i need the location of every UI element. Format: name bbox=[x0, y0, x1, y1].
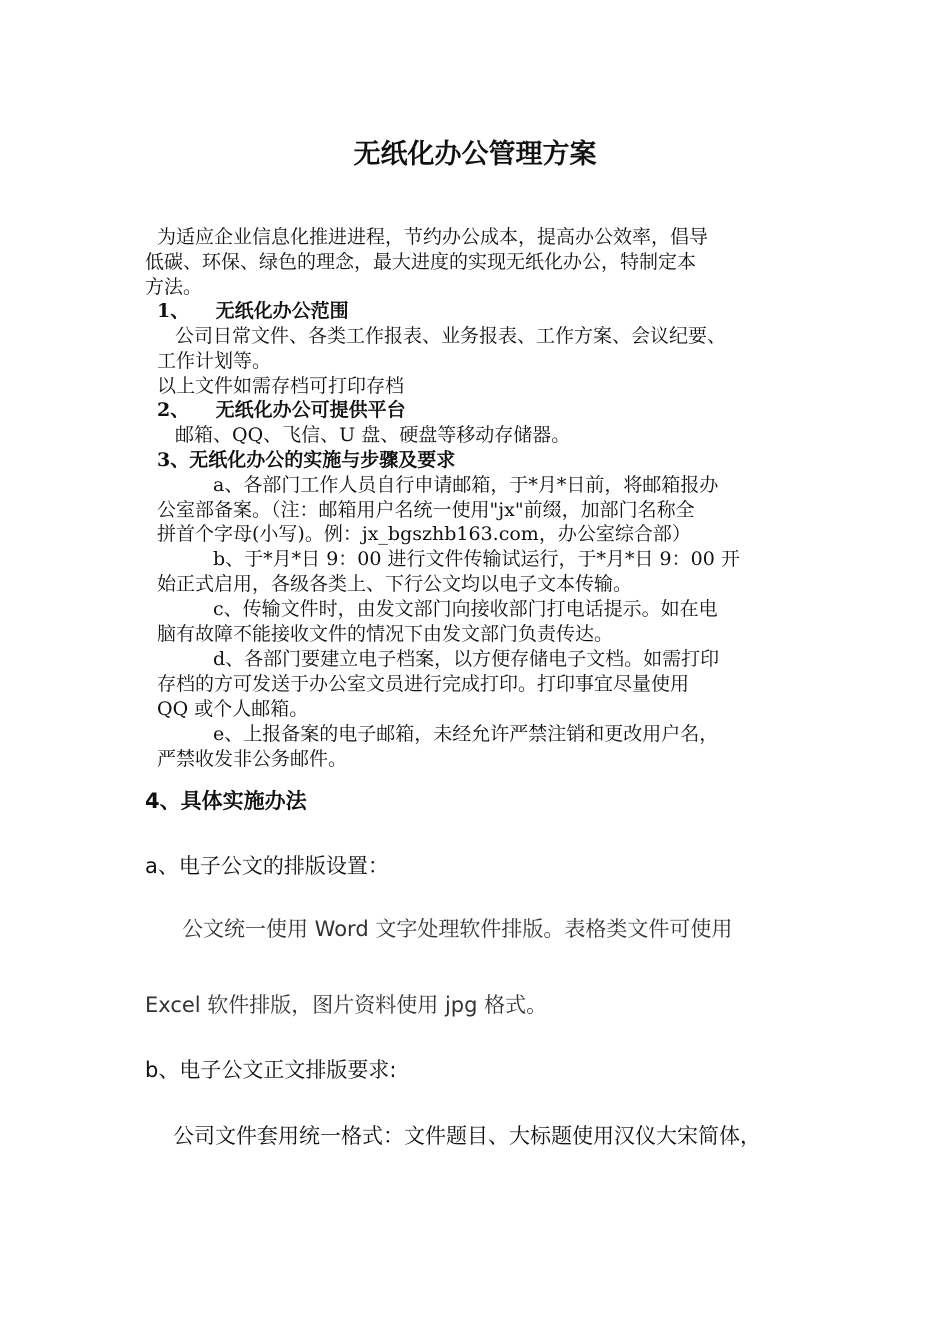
section-1-line-1: 公司日常文件、各类工作报表、业务报表、工作方案、会议纪要、 bbox=[175, 325, 727, 347]
intro-line-1: 为适应企业信息化推进进程，节约办公成本，提高办公效率，倡导 bbox=[157, 226, 709, 248]
section-3-line-2: 公室部备案。（注：邮箱用户名统一使用"jx"前缀，加部门名称全 bbox=[157, 499, 695, 521]
section-3-heading: 3、无纸化办公的实施与步骤及要求 bbox=[157, 449, 456, 471]
section-3-line-11: e、上报备案的电子邮箱，未经允许严禁注销和更改用户名， bbox=[213, 723, 719, 745]
section-1-line-2: 工作计划等。 bbox=[157, 350, 272, 372]
section-4b-line-1: 公司文件套用统一格式：文件题目、大标题使用汉仪大宋简体， bbox=[173, 1124, 761, 1148]
section-3-line-3: 拼首个字母(小写)。例：jx_bgszhb163.com，办公室综合部） bbox=[157, 523, 691, 545]
section-4-heading: 4、具体实施办法 bbox=[145, 789, 307, 813]
section-4a-subheading: a、电子公文的排版设置： bbox=[145, 854, 389, 878]
section-4a-line-1: 公文统一使用 Word 文字处理软件排版。表格类文件可使用 bbox=[182, 917, 733, 941]
section-1-line-3: 以上文件如需存档可打印存档 bbox=[157, 375, 405, 397]
section-3-line-1: a、各部门工作人员自行申请邮箱，于*月*日前，将邮箱报办 bbox=[213, 474, 719, 496]
section-4a-line-2: Excel 软件排版，图片资料使用 jpg 格式。 bbox=[145, 993, 548, 1017]
section-4b-subheading: b、电子公文正文排版要求: bbox=[145, 1058, 397, 1082]
section-1-heading: 1、 无纸化办公范围 bbox=[157, 300, 349, 322]
intro-line-3: 方法。 bbox=[145, 276, 203, 298]
section-3-line-8: d、各部门要建立电子档案，以方便存储电子文档。如需打印 bbox=[213, 648, 720, 670]
section-3-line-9: 存档的方可发送于办公室文员进行完成打印。打印事宜尽量使用 bbox=[157, 673, 690, 695]
section-3-line-4: b、于*月*日 9：00 进行文件传输试运行，于*月*日 9：00 开 bbox=[213, 548, 740, 570]
section-3-line-10: QQ 或个人邮箱。 bbox=[157, 698, 309, 720]
section-3-line-6: c、传输文件时，由发文部门向接收部门打电话提示。如在电 bbox=[213, 598, 718, 620]
section-2-line-1: 邮箱、QQ、飞信、U 盘、硬盘等移动存储器。 bbox=[175, 424, 571, 446]
section-2-heading: 2、 无纸化办公可提供平台 bbox=[157, 399, 406, 421]
intro-line-2: 低碳、环保、绿色的理念，最大进度的实现无纸化办公，特制定本 bbox=[145, 251, 697, 273]
section-3-line-5: 始正式启用，各级各类上、下行公文均以电子文本传输。 bbox=[157, 573, 633, 595]
page-title: 无纸化办公管理方案 bbox=[353, 139, 597, 170]
section-3-line-12: 严禁收发非公务邮件。 bbox=[157, 748, 348, 770]
section-3-line-7: 脑有故障不能接收文件的情况下由发文部门负责传达。 bbox=[157, 623, 614, 645]
